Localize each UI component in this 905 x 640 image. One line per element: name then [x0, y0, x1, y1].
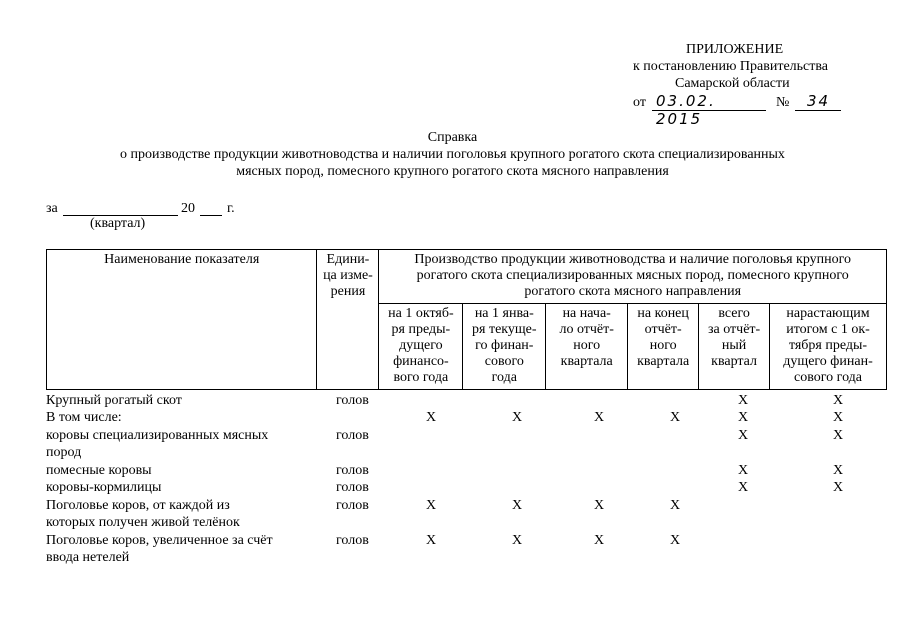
doc-subtitle-1: о производстве продукции животноводства и наличии поголовья крупного рогатого скота специализированных: [120, 147, 785, 162]
header-line: квартала: [560, 354, 613, 369]
mark-cell: X: [593, 410, 605, 425]
header-group-line: Производство продукции животноводства и наличие поголовья крупного: [414, 252, 852, 267]
header-line: ло отчёт-: [559, 322, 614, 337]
appendix-from-label: от: [633, 95, 646, 110]
mark-cell: X: [593, 533, 605, 548]
header-line: дущего: [399, 338, 443, 353]
header-line: квартала: [637, 354, 690, 369]
header-group: [379, 250, 887, 304]
header-line: вого года: [393, 370, 449, 385]
header-line: года: [491, 370, 517, 385]
mark-cell: X: [511, 498, 523, 513]
row-name: помесные коровы: [46, 463, 152, 478]
header-oct-prev-year: [379, 304, 463, 390]
header-line: отчёт-: [644, 322, 682, 337]
appendix-title: ПРИЛОЖЕНИЕ: [686, 42, 784, 57]
mark-cell: X: [669, 533, 681, 548]
mark-cell: X: [669, 498, 681, 513]
mark-cell: X: [593, 498, 605, 513]
header-unit-line: ца изме-: [323, 268, 373, 283]
row-name-cont: которых получен живой телёнок: [46, 515, 240, 530]
doc-subtitle-2: мясных пород, помесного крупного рогатого скота мясного направления: [236, 164, 669, 179]
header-line: за отчёт-: [707, 322, 761, 337]
row-name: коровы специализированных мясных: [46, 428, 269, 443]
period-year-prefix: 20: [181, 201, 195, 216]
appendix-date-field: [652, 92, 766, 128]
appendix-date: 03.02. 2015: [656, 92, 716, 128]
row-unit: голов: [336, 480, 369, 495]
appendix-number-label: №: [776, 95, 790, 110]
row-name-cont: пород: [46, 445, 82, 460]
header-line: ря текуще-: [472, 322, 537, 337]
row-name: Поголовье коров, увеличенное за счёт: [46, 533, 273, 548]
row-unit: голов: [336, 498, 369, 513]
period-za: за: [46, 201, 58, 216]
row-name: коровы-кормилицы: [46, 480, 162, 495]
header-unit-line: Едини-: [326, 252, 370, 267]
mark-cell: X: [737, 428, 749, 443]
mark-cell: X: [669, 410, 681, 425]
row-unit: голов: [336, 428, 369, 443]
header-line: квартал: [711, 354, 758, 369]
mark-cell: X: [737, 410, 749, 425]
row-unit: голов: [336, 533, 369, 548]
header-line: всего: [718, 306, 750, 321]
row-unit: голов: [336, 463, 369, 478]
header-group-line: рогатого скота специализированных мясных пород, помесного крупного: [416, 268, 849, 283]
mark-cell: X: [425, 410, 437, 425]
header-line: итогом с 1 ок-: [786, 322, 870, 337]
appendix-line1: к постановлению Правительства: [633, 59, 829, 74]
header-line: го финан-: [475, 338, 534, 353]
header-indicator-name-label: Наименование показателя: [104, 252, 260, 267]
row-name: Поголовье коров, от каждой из: [46, 498, 230, 513]
header-line: сового: [484, 354, 524, 369]
row-name: В том числе:: [46, 410, 122, 425]
period-quarter-field[interactable]: [63, 201, 178, 216]
mark-cell: X: [832, 428, 844, 443]
header-unit: [317, 250, 379, 390]
header-line: нарастающим: [786, 306, 870, 321]
header-cumulative: [770, 304, 887, 390]
period-quarter-caption: (квартал): [90, 216, 146, 231]
row-unit: голов: [336, 393, 369, 408]
header-line: финансо-: [393, 354, 449, 369]
header-line: сового года: [794, 370, 862, 385]
header-quarter-start: [546, 304, 628, 390]
appendix-line2: Самарской области: [675, 76, 790, 91]
header-line: ный: [721, 338, 747, 353]
report-table-header: [46, 249, 887, 390]
appendix-number-field: [795, 92, 841, 111]
mark-cell: X: [737, 463, 749, 478]
mark-cell: X: [832, 410, 844, 425]
period-year-field[interactable]: [200, 201, 222, 216]
header-line: на 1 янва-: [474, 306, 534, 321]
header-line: на 1 октяб-: [388, 306, 454, 321]
header-line: ного: [649, 338, 677, 353]
header-quarter-end: [628, 304, 699, 390]
mark-cell: X: [425, 533, 437, 548]
header-line: на конец: [637, 306, 689, 321]
header-indicator-name: [47, 250, 317, 390]
row-name: Крупный рогатый скот: [46, 393, 182, 408]
header-line: ного: [573, 338, 601, 353]
header-line: ря преды-: [391, 322, 451, 337]
header-line: на нача-: [562, 306, 611, 321]
mark-cell: X: [425, 498, 437, 513]
period-year-suffix: г.: [227, 201, 235, 216]
doc-title: Справка: [427, 130, 478, 145]
mark-cell: X: [832, 480, 844, 495]
mark-cell: X: [737, 480, 749, 495]
header-line: тября преды-: [788, 338, 868, 353]
mark-cell: X: [832, 393, 844, 408]
header-unit-line: рения: [330, 284, 366, 299]
mark-cell: X: [832, 463, 844, 478]
row-name-cont: ввода нетелей: [46, 550, 130, 565]
mark-cell: X: [511, 410, 523, 425]
header-quarter-total: [699, 304, 770, 390]
header-group-line: рогатого скота мясного направления: [524, 284, 742, 299]
mark-cell: X: [737, 393, 749, 408]
header-line: дущего финан-: [783, 354, 873, 369]
mark-cell: X: [511, 533, 523, 548]
appendix-number: 34: [807, 92, 831, 110]
header-jan-current-year: [463, 304, 546, 390]
